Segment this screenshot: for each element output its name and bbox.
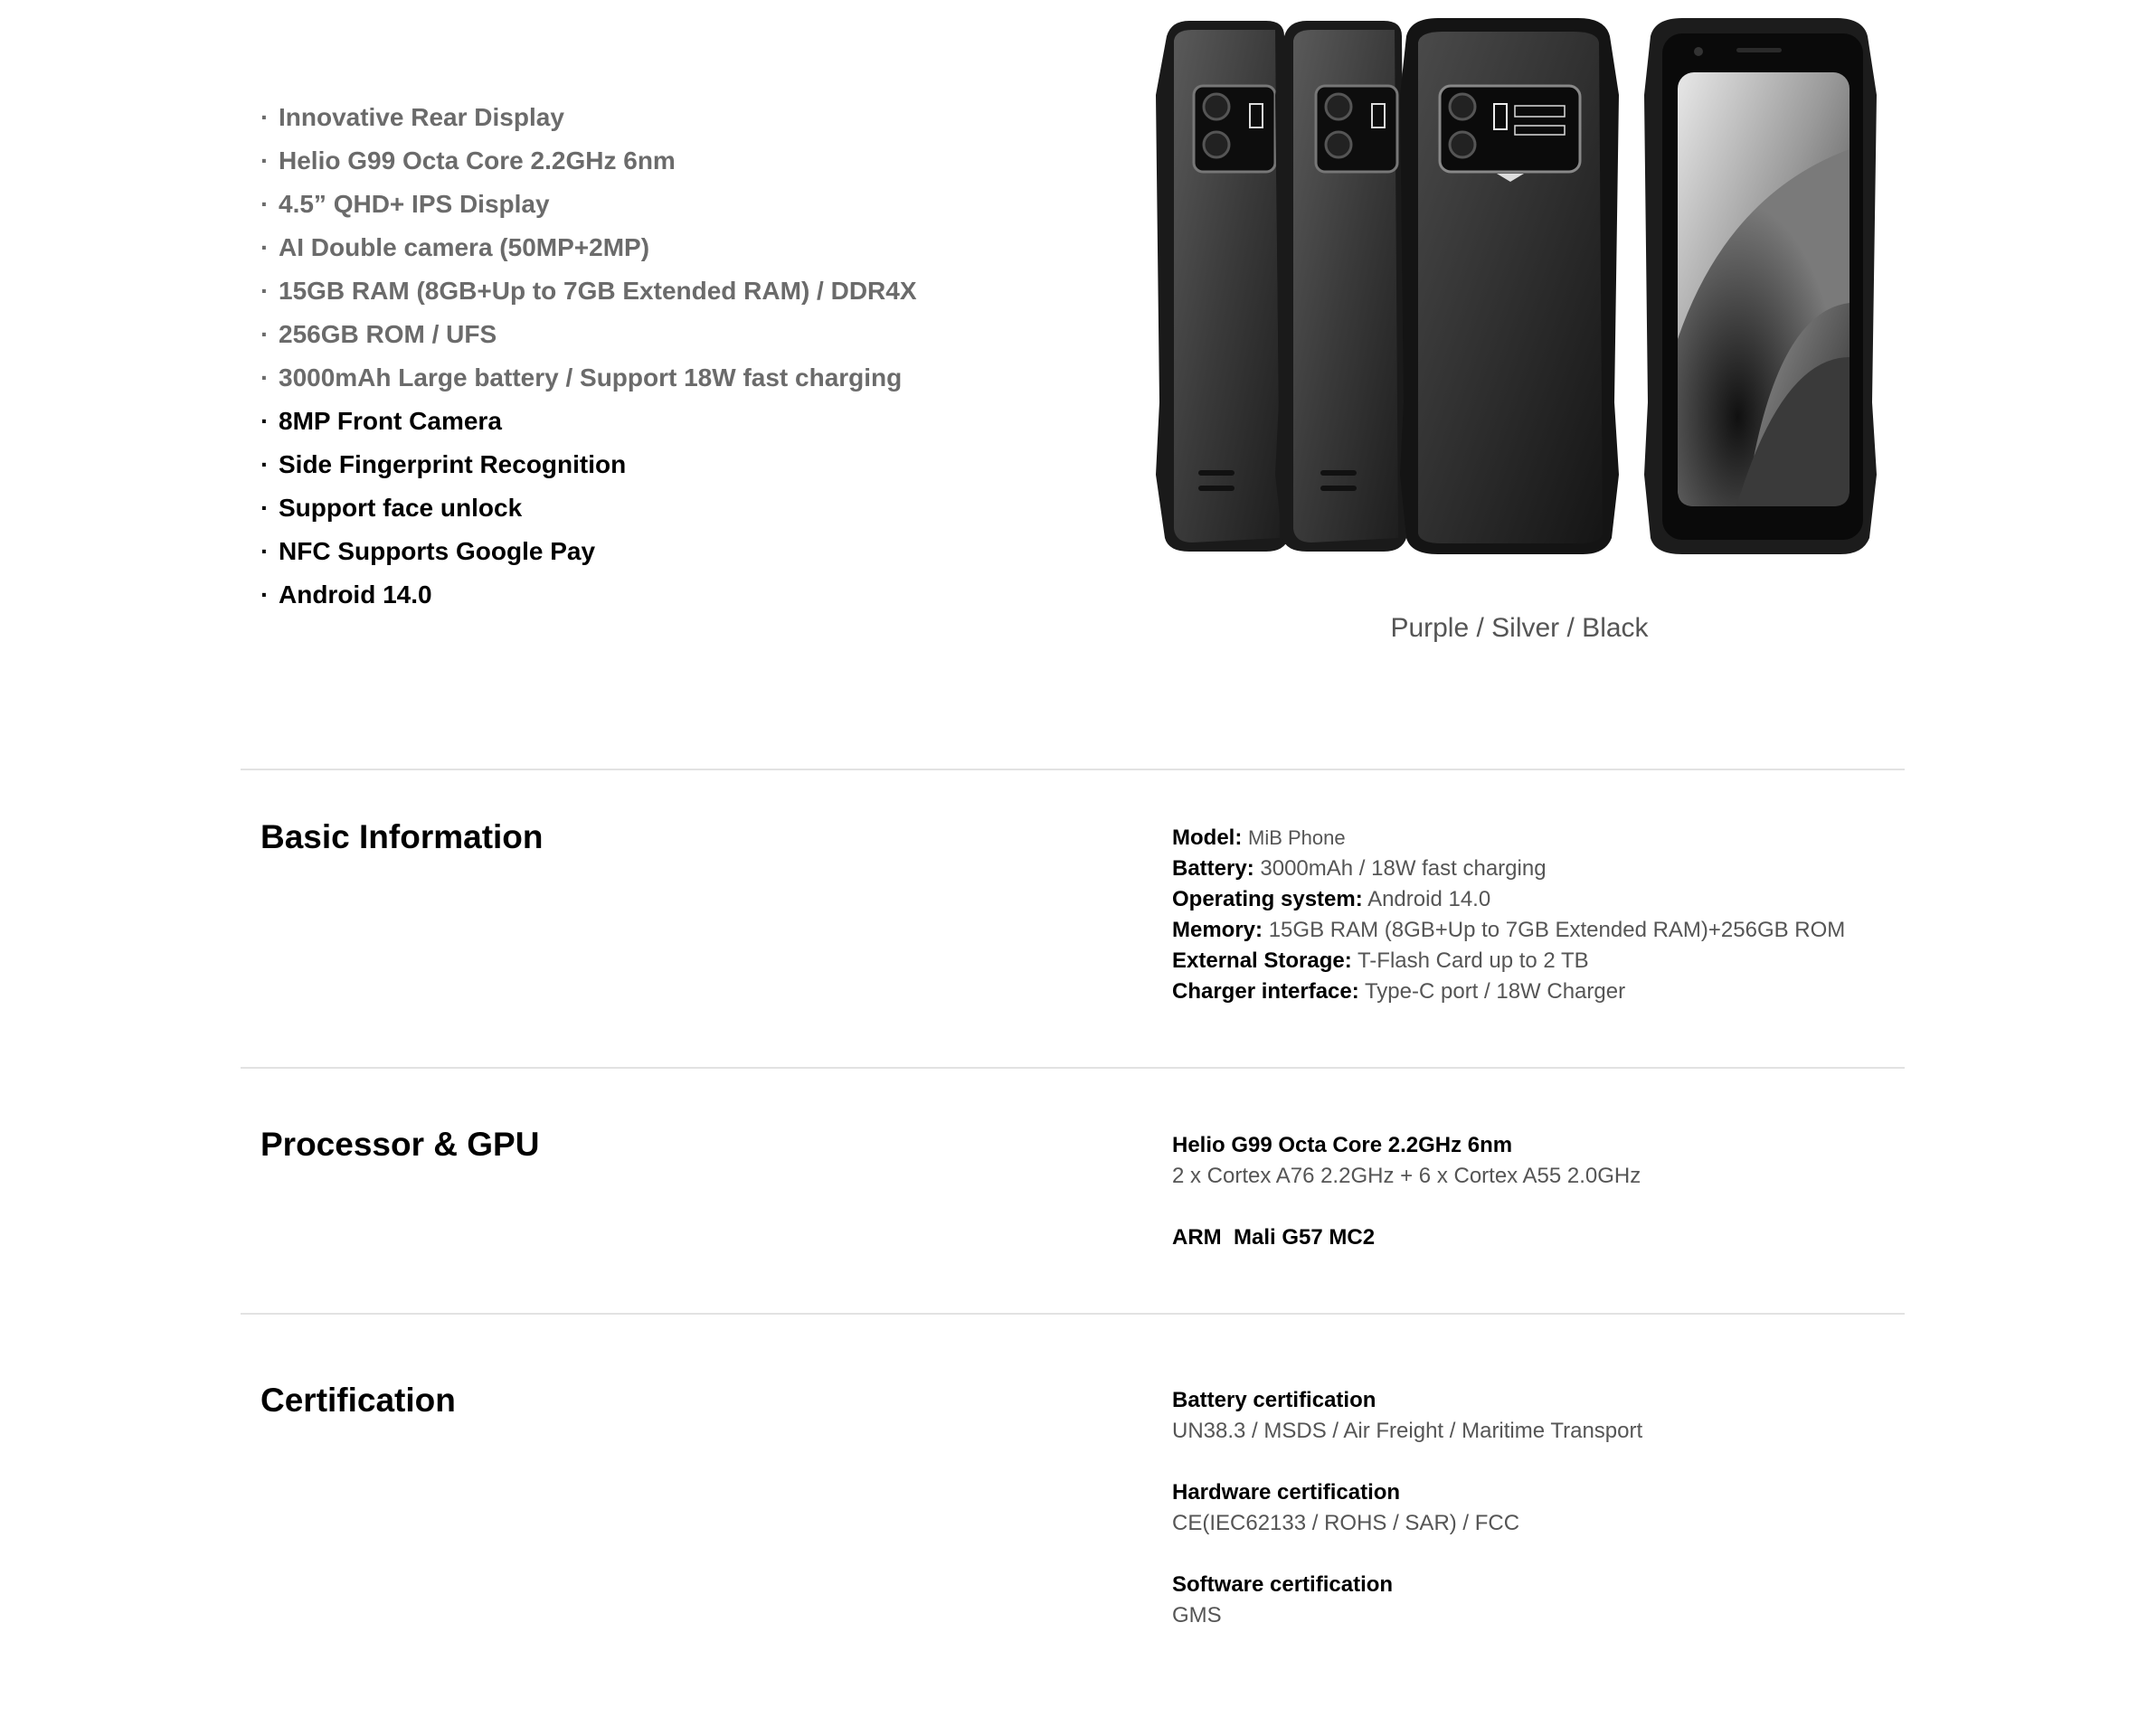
feature-text: 4.5” QHD+ IPS Display: [279, 190, 550, 218]
spec-key: Operating system:: [1172, 887, 1363, 911]
feature-text: Innovative Rear Display: [279, 103, 564, 131]
spec-value: 3000mAh / 18W fast charging: [1260, 856, 1547, 881]
spec-row-charger-interface: [1172, 976, 1896, 1007]
spec-key: External Storage:: [1172, 948, 1352, 973]
bullet: ·: [260, 450, 270, 478]
gpu-name: ARM Mali G57 MC2: [1172, 1225, 1376, 1250]
feature-item: [260, 99, 984, 143]
spec-value: T-Flash Card up to 2 TB: [1357, 948, 1589, 973]
hardware-certification-value: CE(IEC62133 / ROHS / SAR) / FCC: [1172, 1511, 1520, 1535]
bullet: ·: [260, 233, 270, 261]
cpu-detail: 2 x Cortex A76 2.2GHz + 6 x Cortex A55 2.0GHz: [1172, 1164, 1641, 1188]
feature-item: [260, 273, 984, 316]
spec-key: Model:: [1172, 826, 1243, 850]
phones-illustration: [1149, 14, 1917, 556]
hardware-certification-heading: Hardware certification: [1172, 1480, 1401, 1505]
section-title-basic-information: Basic Information: [260, 818, 544, 855]
phone-front: [1644, 18, 1877, 554]
battery-certification-heading: Battery certification: [1172, 1388, 1376, 1412]
feature-text: 15GB RAM (8GB+Up to 7GB Extended RAM) / DDR4X: [279, 277, 917, 305]
feature-item: [260, 186, 984, 230]
feature-text: Side Fingerprint Recognition: [279, 450, 627, 478]
feature-text: NFC Supports Google Pay: [279, 537, 596, 565]
feature-text: 8MP Front Camera: [279, 407, 502, 435]
feature-item: [260, 230, 984, 273]
spec-row-memory: [1172, 915, 1896, 946]
bullet: ·: [260, 494, 270, 522]
section-title-certification: Certification: [260, 1382, 456, 1419]
battery-certification-value: UN38.3 / MSDS / Air Freight / Maritime Transport: [1172, 1419, 1643, 1443]
color-options-caption: Purple / Silver / Black: [1390, 613, 1649, 643]
product-image: [1149, 14, 1917, 556]
section-divider: [241, 1067, 1905, 1069]
phone-back-3: [1400, 18, 1619, 554]
feature-text: Support face unlock: [279, 494, 523, 522]
feature-text: AI Double camera (50MP+2MP): [279, 233, 650, 261]
bullet: ·: [260, 407, 270, 435]
basic-information-specs: [1172, 823, 1896, 1007]
processor-gpu-specs: [1172, 1130, 1896, 1253]
spec-row-external-storage: [1172, 946, 1896, 976]
bullet: ·: [260, 103, 270, 131]
spec-value: MiB Phone: [1248, 826, 1346, 849]
feature-item: [260, 447, 984, 490]
feature-item: [260, 490, 984, 533]
feature-text: Helio G99 Octa Core 2.2GHz 6nm: [279, 146, 676, 175]
feature-text: 256GB ROM / UFS: [279, 320, 497, 348]
spacer: [1172, 1447, 1896, 1477]
bullet: ·: [260, 190, 270, 218]
spec-row-battery: [1172, 854, 1896, 884]
bullet: ·: [260, 146, 270, 175]
feature-item: [260, 533, 984, 577]
bullet: ·: [260, 580, 270, 609]
feature-item: [260, 143, 984, 186]
spacer: [1172, 1539, 1896, 1570]
bullet: ·: [260, 277, 270, 305]
section-divider: [241, 769, 1905, 770]
spec-key: Battery:: [1172, 856, 1254, 881]
section-divider: [241, 1313, 1905, 1315]
feature-item: [260, 316, 984, 360]
spec-row-operating-system: [1172, 884, 1896, 915]
section-title-processor-gpu: Processor & GPU: [260, 1126, 540, 1163]
phone-back-2: [1275, 21, 1406, 552]
spec-value: Android 14.0: [1367, 887, 1491, 911]
bullet: ·: [260, 363, 270, 392]
spacer: [1172, 1192, 1896, 1222]
bullet: ·: [260, 320, 270, 348]
feature-item: [260, 360, 984, 403]
feature-text: 3000mAh Large battery / Support 18W fast charging: [279, 363, 903, 392]
phone-back-1: [1156, 21, 1289, 552]
feature-item: [260, 577, 984, 620]
spec-key: Charger interface:: [1172, 979, 1359, 1004]
bullet: ·: [260, 537, 270, 565]
software-certification-value: GMS: [1172, 1603, 1222, 1628]
feature-text: Android 14.0: [279, 580, 432, 609]
certification-specs: [1172, 1385, 1896, 1631]
feature-item: [260, 403, 984, 447]
spec-value: 15GB RAM (8GB+Up to 7GB Extended RAM)+256GB ROM: [1268, 918, 1846, 942]
spec-row-model: [1172, 823, 1896, 854]
software-certification-heading: Software certification: [1172, 1572, 1394, 1597]
feature-list: [260, 99, 984, 620]
spec-value: Type-C port / 18W Charger: [1364, 979, 1626, 1004]
spec-key: Memory:: [1172, 918, 1263, 942]
cpu-name: Helio G99 Octa Core 2.2GHz 6nm: [1172, 1133, 1513, 1157]
